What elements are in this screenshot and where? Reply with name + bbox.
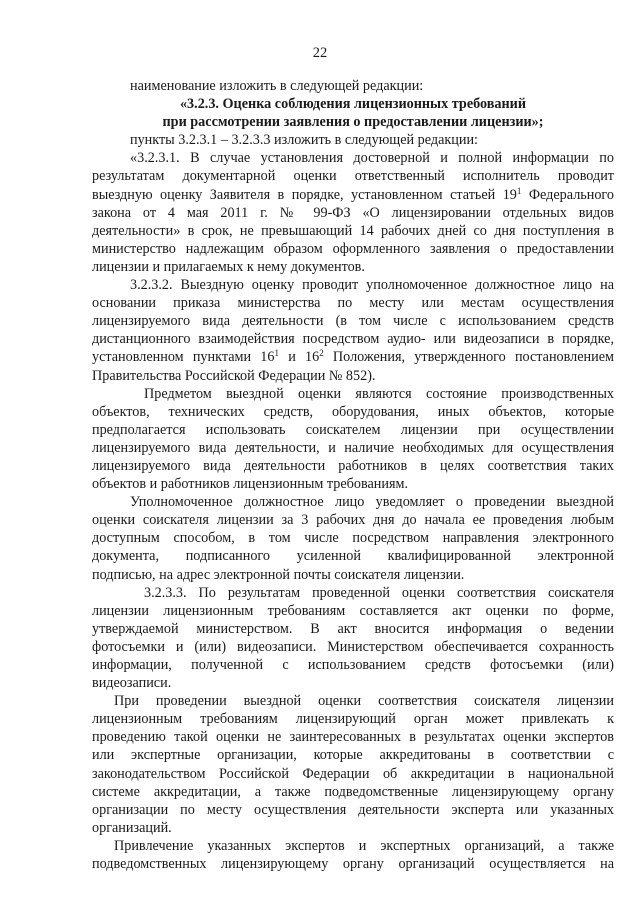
paragraph-line: 3.2.3.3. По результатам проведенной оценки соответствия соискателя: [144, 584, 614, 601]
paragraph-line: объектов и работников лицензионным требованиям.: [92, 476, 409, 493]
paragraph-line: проведению такой оценки не заинтересованных в результатах оценки экспертов: [92, 729, 614, 746]
paragraph-line: предполагается использовать соискателем лицензии при осуществлении: [92, 421, 614, 438]
paragraph-line: видеозаписи.: [92, 675, 172, 692]
paragraph-line: При проведении выездной оценки соответствия соискателя лицензии: [114, 693, 614, 710]
paragraph-line: деятельности» в срок, не превышающий 14 рабочих дней со дня поступления в: [92, 222, 614, 239]
paragraph-line: документа, подписанного усиленной квалифицированной электронной: [92, 548, 614, 565]
paragraph-line: объектов, технических средств, оборудования, иных объектов, которые: [92, 403, 614, 420]
paragraph-line-with-superscript: [92, 186, 614, 204]
paragraph-line: результатам документарной оценки ответственный исполнитель проводит: [92, 168, 614, 185]
paragraph-line: дистанционного взаимодействия посредством аудио- или видеозаписи в порядке,: [92, 331, 614, 348]
paragraph-line: Уполномоченное должностное лицо уведомляет о проведении выездной: [130, 494, 614, 511]
paragraph-line: лицензируемого вида деятельности работников в целях соответствия таких: [92, 457, 614, 474]
paragraph-line: утверждаемой министерством. В акт вносится информация о ведении: [92, 620, 614, 637]
paragraph-text: Федерального: [521, 186, 614, 203]
paragraph-line: организаций.: [92, 819, 172, 836]
paragraph-line: оценки соискателя лицензии за 3 рабочих дня до начала ее проведения любым: [92, 512, 614, 529]
paragraph-line: организации по месту осуществления деятельности эксперта или указанных: [92, 801, 614, 818]
superscript: 1: [516, 185, 522, 196]
paragraph-line: лицензии и прилагаемых к нему документов.: [92, 258, 365, 275]
paragraph-line: лицензии лицензионным требованиям составляется акт оценки по форме,: [92, 602, 614, 619]
paragraph-line: Привлечение указанных экспертов и экспертных организаций, а также: [114, 837, 614, 854]
superscript: 2: [319, 348, 324, 359]
paragraph-line: лицензионным требованиям лицензирующий орган может привлекать к: [92, 711, 614, 728]
paragraph-line: Предметом выездной оценки являются состояние производственных: [144, 385, 614, 402]
paragraph-line: подведомственных лицензирующему органу организаций осуществляется на: [92, 856, 614, 873]
paragraph-line: лицензируемого вида деятельности (в том числе с использованием средств: [92, 313, 614, 330]
intro-line: наименование изложить в следующей редакции:: [130, 78, 424, 94]
page-number: 22: [312, 45, 328, 61]
paragraph-line: закона от 4 мая 2011 г. № 99-ФЗ «О лицензировании отдельных видов: [92, 204, 614, 221]
paragraph-line: подписью, на адрес электронной почты соискателя лицензии.: [92, 566, 465, 583]
paragraph-line: лицензируемого вида деятельности, и наличие необходимых для осуществления: [92, 439, 614, 456]
paragraph-line: информации, полученной с использованием средств фотосъемки (или): [92, 657, 614, 673]
paragraph-line: Правительства Российской Федерации № 852).: [92, 367, 376, 384]
paragraph-line: системе аккредитации, а также подведомственные лицензирующему органу: [92, 783, 614, 800]
paragraph-line: доступным способом, в том числе посредством направления электронного: [92, 530, 614, 547]
section-heading-line-2: при рассмотрении заявления о предоставлении лицензии»;: [162, 114, 544, 131]
paragraph-line: или экспертные организации, которые аккредитованы в соответствии с: [92, 747, 614, 764]
paragraph-text: и 16: [278, 349, 320, 366]
paragraph-line: законодательством Российской Федерации об аккредитации в национальной: [92, 765, 614, 782]
paragraph-line-with-superscript: [92, 348, 614, 366]
paragraph-text: выездную оценку Заявителя в порядке, установленном статьей 19: [92, 186, 517, 203]
points-line: пункты 3.2.3.1 – 3.2.3.3 изложить в следующей редакции:: [130, 132, 478, 149]
paragraph-line: фотосъемки и (или) видеозаписи. Министерством обеспечивается сохранность: [92, 638, 614, 655]
section-heading-line-1: «3.2.3. Оценка соблюдения лицензионных требований: [179, 96, 527, 113]
paragraph-line: министерство надлежащим образом оформленного заявления о предоставлении: [92, 240, 614, 257]
paragraph-line: 3.2.3.2. Выездную оценку проводит уполномоченное должностное лицо на: [130, 277, 614, 294]
paragraph-text: установленном пунктами 16: [92, 349, 275, 366]
paragraph-line: «3.2.3.1. В случае установления достоверной и полной информации по: [130, 150, 614, 167]
document-body: [92, 77, 614, 873]
paragraph-line: основании приказа министерства по месту или местам осуществления: [92, 295, 614, 312]
paragraph-text: Положения, утвержденного постановлением: [323, 349, 614, 366]
superscript: 1: [274, 348, 279, 359]
